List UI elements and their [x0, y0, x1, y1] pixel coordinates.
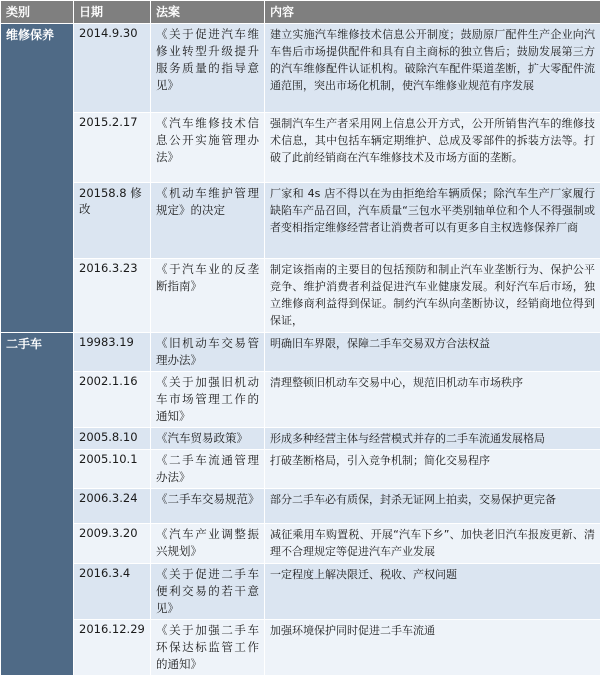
- content-cell: 减征乘用车购置税、开展“汽车下乡”、加快老旧汽车报废更新、清理不合理规定等促进汽车产业发展: [265, 524, 600, 564]
- table-row: [1, 620, 600, 676]
- law-cell: 《关于加强二手车环保达标监管工作的通知》: [151, 620, 265, 676]
- header-law: 法案: [151, 1, 265, 24]
- date-cell: 2016.3.23: [74, 259, 151, 333]
- law-cell: 《关于促进汽车维修业转型升级提升服务质量的指导意见》: [151, 24, 265, 113]
- content-cell: 明确旧车界限，保障二手车交易双方合法权益: [265, 333, 600, 372]
- table-row: [1, 489, 600, 524]
- content-cell: 建立实施汽车维修技术信息公开制度；鼓励原厂配件生产企业向汽车售后市场提供配件和具有自主商标的独立售后；鼓励发展第三方的汽车维修配件认证机构。破除汽车配件渠道垄断，扩大零配件流通范围，突出市场化机制，使汽车维修业规范有序发展: [265, 24, 600, 113]
- law-cell: 《旧机动车交易管理办法》: [151, 333, 265, 372]
- date-cell: 2005.8.10: [74, 428, 151, 450]
- law-cell: 《二手车交易规范》: [151, 489, 265, 524]
- header-content: 内容: [265, 1, 600, 24]
- content-cell: 制定该指南的主要目的包括预防和制止汽车业垄断行为、保护公平竞争、维护消费者利益促进汽车业健康发展。利好汽车后市场，独立维修商利益得到保证。制约汽车纵向垄断协议，经销商地位得到保证，: [265, 259, 600, 333]
- table-row: [1, 524, 600, 564]
- table-row: [1, 259, 600, 333]
- table-row: [1, 372, 600, 428]
- table-row: [1, 183, 600, 259]
- content-cell: 形成多种经营主体与经营模式并存的二手车流通发展格局: [265, 428, 600, 450]
- law-cell: 《于汽车业的反垄断指南》: [151, 259, 265, 333]
- law-cell: 《汽车产业调整振兴规划》: [151, 524, 265, 564]
- law-cell: 《机动车维护管理规定》的决定: [151, 183, 265, 259]
- table-row: [1, 24, 600, 113]
- content-cell: 清理整顿旧机动车交易中心，规范旧机动车市场秩序: [265, 372, 600, 428]
- header-category: 类别: [1, 1, 74, 24]
- date-cell: 20158.8 修改: [74, 183, 151, 259]
- category-cell-maintenance: 维修保养: [1, 24, 74, 333]
- content-cell: 部分二手车必有质保，封杀无证网上拍卖，交易保护更完备: [265, 489, 600, 524]
- date-cell: 2014.9.30: [74, 24, 151, 113]
- content-cell: 一定程度上解决限迁、税收、产权问题: [265, 564, 600, 620]
- law-cell: 《汽车维修技术信息公开实施管理办法》: [151, 113, 265, 183]
- content-cell: 强制汽车生产者采用网上信息公开方式，公开所销售汽车的维修技术信息，其中包括车辆定期维护、总成及零部件的拆装方法等。打破了此前经销商在汽车维修技术及市场方面的垄断。: [265, 113, 600, 183]
- date-cell: 19983.19: [74, 333, 151, 372]
- law-cell: 《关于促进二手车便利交易的若干意见》: [151, 564, 265, 620]
- law-cell: 《二手车流通管理办法》: [151, 450, 265, 489]
- law-cell: 《关于加强旧机动车市场管理工作的通知》: [151, 372, 265, 428]
- date-cell: 2016.12.29: [74, 620, 151, 676]
- category-cell-used-cars: 二手车: [1, 333, 74, 676]
- table-row: [1, 428, 600, 450]
- date-cell: 2009.3.20: [74, 524, 151, 564]
- header-row: [1, 1, 600, 24]
- law-cell: 《汽车贸易政策》: [151, 428, 265, 450]
- date-cell: 2005.10.1: [74, 450, 151, 489]
- content-cell: 打破垄断格局，引入竞争机制；简化交易程序: [265, 450, 600, 489]
- header-date: 日期: [74, 1, 151, 24]
- table-row: [1, 564, 600, 620]
- date-cell: 2015.2.17: [74, 113, 151, 183]
- table-row: [1, 113, 600, 183]
- table-row: [1, 450, 600, 489]
- table-row: [1, 333, 600, 372]
- date-cell: 2016.3.4: [74, 564, 151, 620]
- content-cell: 加强环境保护同时促进二手车流通: [265, 620, 600, 676]
- content-cell: 厂家和 4s 店不得以在为由拒绝给车辆质保；除汽车生产厂家履行缺陷车产品召回，汽车质量“三包水平类别轴单位和个人不得强制或者变相指定维修经营者让消费者可以有更多自主权选修保养厂商: [265, 183, 600, 259]
- date-cell: 2006.3.24: [74, 489, 151, 524]
- date-cell: 2002.1.16: [74, 372, 151, 428]
